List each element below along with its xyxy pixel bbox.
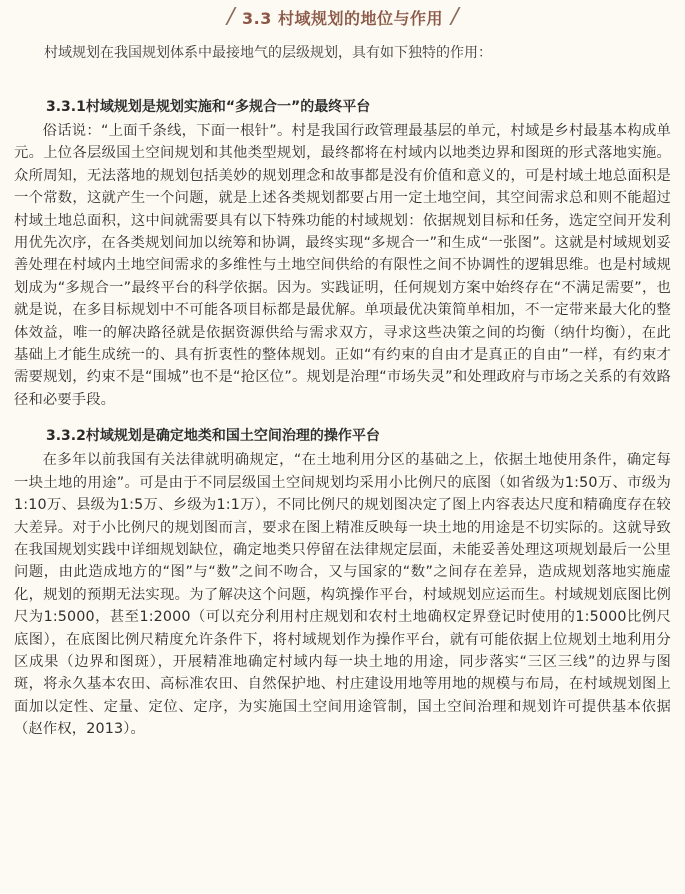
section-heading — [14, 0, 671, 34]
subsection-3-3-2 — [14, 425, 671, 740]
page-title: 3.3 村域规划的地位与作用 — [242, 8, 443, 28]
subsection-body: 俗话说：“上面千条线，下面一根针”。村是我国行政管理最基层的单元，村域是乡村最基本构成单元。上位各层级国土空间规划和其他类型规划，最终都将在村域内以地类边界和图斑的形式落地实施。众所周知，无法落地的规划包括美妙的规划理念和故事都是没有价值和意义的，可是村域土地总面积是一个常数，这就产生一个问题，就是上述各类规划都要占用一定土地空间，其空间需求总和则不能超过村域土地总面积，这中间就需要具有以下特殊功能的村域规划：依据规划目标和任务，选定空间开发利用优先次序，在各类规划间加以统筹和协调，最终实现“多规合一”和生成“一张图”。这就是村域规划妥善处理在村域内土地空间需求的多维性与土地空间供给的有限性之间不协调性的逻辑思维。也是村域规划成为“多规合一”最终平台的科学依据。因为。实践证明，任何规划方案中始终存在“不满足需要”，也就是说，在多目标规划中不可能各项目标都是最优解。单项最优决策简单相加，不一定带来最大化的整体效益，唯一的解决路径就是依据资源供给与需求双方，寻求这些决策之间的均衡（纳什均衡），在此基础上才能生成统一的、具有折衷性的整体规划。正如“有约束的自由才是真正的自由”一样，有约束才需要规划，约束不是“围城”也不是“抢区位”。规划是治理“市场失灵”和处理政府与市场之关系的有效路径和必要手段。 — [14, 123, 671, 408]
heading-right-slash: / — [448, 4, 462, 29]
subsection-title: 3.3.1村域规划是规划实施和“多规合一”的最终平台 — [46, 99, 371, 115]
heading-left-slash: / — [224, 4, 237, 29]
intro-paragraph: 村域规划在我国规划体系中最接地气的层级规划，具有如下独特的作用： — [44, 45, 492, 61]
subsection-3-3-1 — [14, 96, 671, 411]
subsection-body: 在多年以前我国有关法律就明确规定，“在土地利用分区的基础之上，依据土地使用条件，确定每一块土地的用途”。可是由于不同层级国土空间规划均采用小比例尺的底图（如省级为1:50万、市级为1:10万、县级为1:5万、乡级为1:1万），不同比例尺的规划图决定了图上内容表达尺度和精确度存在较大差异。对于小比例尺的规划图而言，要求在图上精准反映每一块土地的用途是不切实际的。这就导致在我国规划实践中详细规划缺位，确定地类只停留在法律规定层面，未能妥善处理这项规划最后一公里问题，由此造成地方的“图”与“数”之间不吻合，又与国家的“数”之间存在差异，造成规划落地实施虚化，规划的预期无法实现。为了解决这个问题，构筑操作平台，村域规划应运而生。村域规划底图比例尺为1:5000，甚至1:2000（可以充分利用村庄规划和农村土地确权定界登记时使用的1:5000比例尺底图），在底图比例尺精度允许条件下，将村域规划作为操作平台，就有可能依据上位规划土地利用分区成果（边界和图斑），开展精准地确定村域内每一块土地的用途，同步落实“三区三线”的边界与图斑，将永久基本农田、高标准农田、自然保护地、村庄建设用地等用地的规模与布局，在村域规划图上面加以定性、定量、定位、定序，为实施国土空间用途管制，国土空间治理和规划许可提供基本依据（赵作权，2013）。 — [14, 452, 671, 738]
subsection-title: 3.3.2村域规划是确定地类和国土空间治理的操作平台 — [46, 428, 380, 445]
